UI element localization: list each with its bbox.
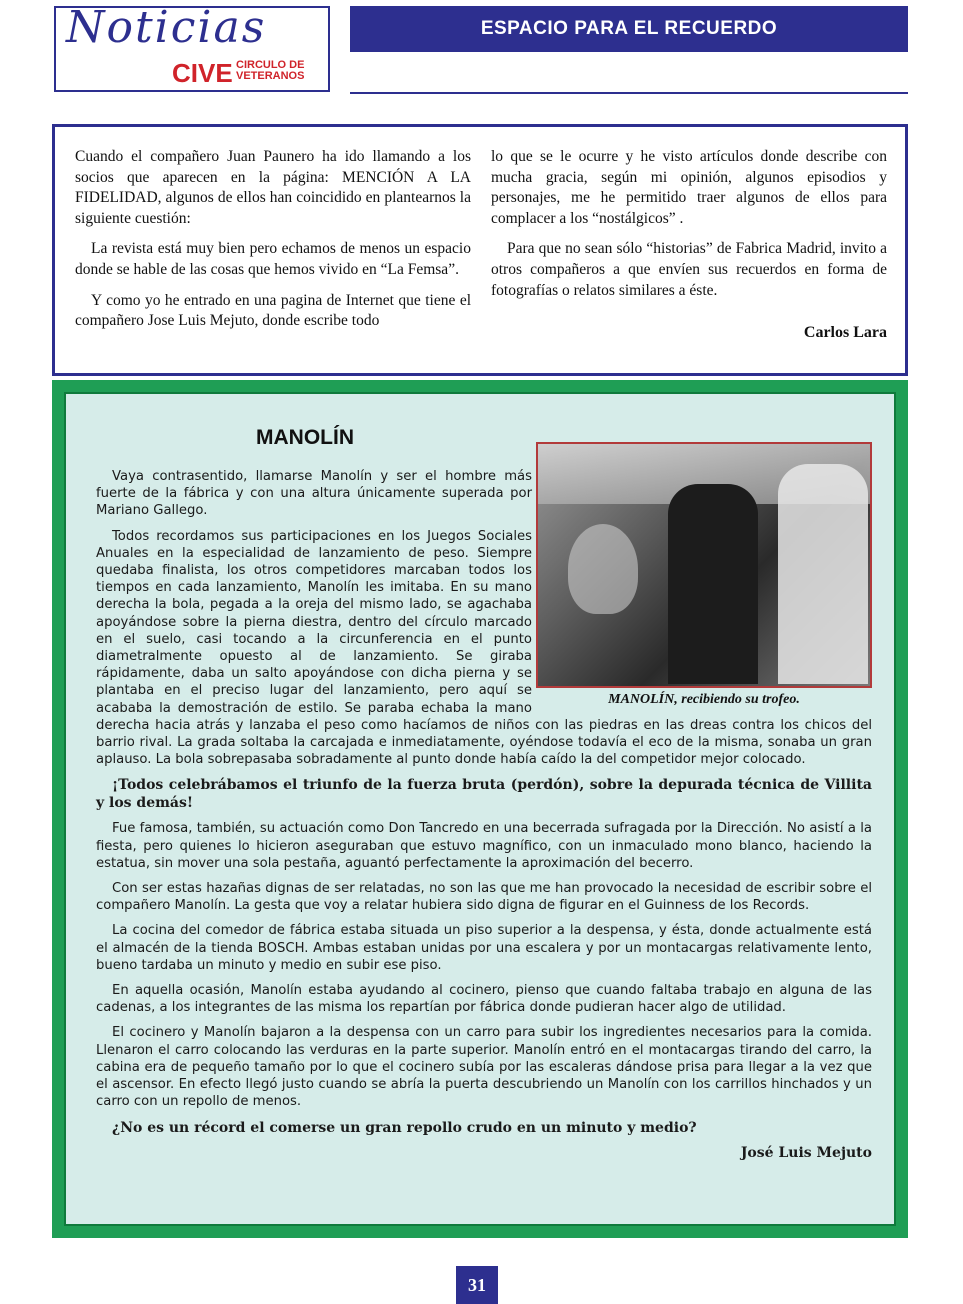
logo-sub-line2: VETERANOS — [236, 70, 305, 82]
header-divider — [350, 92, 908, 94]
story-paragraph: Vaya contrasentido, llamarse Manolín y ser el hombre más fuerte de la fábrica y con una altura únicamente superada por Mariano Gallego. — [96, 469, 532, 519]
intro-paragraph: Y como yo he entrado en una pagina de Internet que tiene el compañero Jose Luis Mejuto, donde escribe todo — [75, 291, 471, 330]
intro-paragraph: lo que se le ocurre y he visto artículos donde describe con mucha gracia, según mi opinión, algunos episodios y personajes, me he permitido traer algunos de ellos para complacer a los “nostálgicos” . — [491, 148, 887, 227]
section-title: ESPACIO PARA EL RECUERDO — [350, 6, 908, 52]
intro-paragraph: Para que no sean sólo “historias” de Fabrica Madrid, invito a otros compañeros a que envíen sus recuerdos en forma de fotografías o relatos similares a éste. — [491, 240, 887, 299]
photo-caption: MANOLÍN, recibiendo su trofeo. — [608, 692, 800, 707]
story-frame — [52, 380, 908, 1238]
story-closing-question: ¿No es un récord el comerse un gran repollo crudo en un minuto y medio? — [112, 1119, 697, 1136]
intro-paragraph: La revista está muy bien pero echamos de menos un espacio donde se hable de las cosas que hemos vivido en “La Femsa”. — [75, 240, 471, 278]
story-paragraph: Con ser estas hazañas dignas de ser relatadas, no son las que me han provocado la necesidad de escribir sobre el compañero Manolín. La gesta que voy a relatar hubiera sido digna de figurar en el Guinness de los Records. — [96, 881, 872, 914]
story-paragraph: La cocina del comedor de fábrica estaba situada un piso superior a la despensa, y ésta, donde actualmente está el almacén de la tienda BOSCH. Ambas estaban unidas por una escalera y por un montacargas relativamente lento, bueno tardaba un minuto y medio en subir ese piso. — [96, 923, 872, 973]
logo-subtitle — [236, 60, 304, 82]
intro-column-left — [75, 147, 471, 342]
story-paragraph: Todos recordamos sus participaciones en los Juegos Sociales Anuales en la especialidad de lanzamiento de peso. Siempre quedaba finalista, los otros competidores marcaban todos los tiempos en cada lanzamiento, Manolín les imitaba. En su mano derecha la bola, pegada a la oreja del mismo lado, se agachaba apoyándose sobre la pierna diestra, dentro del círculo marcado en el suelo, casi tocando a la circunferencia en el punto diametralmente opuesto al de lanzamiento. Se giraba rápidamente, daba un salto apoyándose con dicha pierna y se plantaba en el preciso lugar del lanzamiento, pero aquí se acababa la demostración de estilo. Se paraba echaba la mano derecha hacia atrás y lanzaba el peso como hacíamos de niños con las piedras en las dreas contra los chicos del barrio rival. La grada soltaba la carcajada e inmediatamente, oyéndose todavía el eco de la misma, sonaba un gran aplauso. La bola sobrepasaba sobradamente al punto donde había caído la del competidor mejor colocado. — [96, 528, 872, 768]
logo-sub-line1: CIRCULO DE — [236, 59, 305, 71]
page-number: 31 — [456, 1266, 498, 1304]
magazine-logo — [54, 2, 330, 92]
logo-brand: CIVE — [172, 58, 233, 88]
intro-column-right — [491, 147, 887, 354]
logo-script: Noticias — [66, 2, 267, 53]
intro-box — [52, 124, 908, 376]
story-body — [96, 468, 872, 1170]
story-paragraph: En aquella ocasión, Manolín estaba ayudando al cocinero, pienso que cuando faltaba trabajo en alguna de las cadenas, a los integrantes de las misma los repartían por fábrica donde pudieran hacer algo de utilidad. — [96, 983, 872, 1016]
story-signature: José Luis Mejuto — [740, 1144, 872, 1161]
story-paragraph: Fue famosa, también, su actuación como Don Tancredo en una becerrada sufragada por la Dirección. No asistí a la fiesta, pero quienes lo hicieron aseguraban que estuvo magnífico, con un inmaculado mono blanco, haciendo la estatua, sin mover una sola pestaña, aguantó perfectamente la aproximación del becerro. — [96, 821, 872, 871]
story-paragraph: El cocinero y Manolín bajaron a la despensa con un carro para subir los ingredientes necesarios para la comida. Llenaron el carro colocando las verduras en la parte superior. Manolín entró en el montacargas tirando del carro, la cabina era de pequeño tamaño por lo que el cocinero subía por las escaleras dándose prisa para llegar a la vez que el ascensor. En efecto llegó justo cuando se abría la puerta descubriendo un Manolín con los carrillos hinchados y un carro con un repollo de menos. — [96, 1025, 872, 1110]
story-title: MANOLÍN — [256, 426, 354, 449]
intro-paragraph: Cuando el compañero Juan Paunero ha ido llamando a los socios que aparecen en la página: MENCIÓN A LA FIDELIDAD, algunos de ellos han coincidido en plantearnos la siguiente cuestión: — [75, 148, 471, 227]
intro-signature: Carlos Lara — [803, 324, 887, 342]
story-panel — [64, 392, 896, 1226]
story-highlight: ¡Todos celebrábamos el triunfo de la fuerza bruta (perdón), sobre la depurada técnica de Villita y los demás! — [96, 777, 872, 812]
